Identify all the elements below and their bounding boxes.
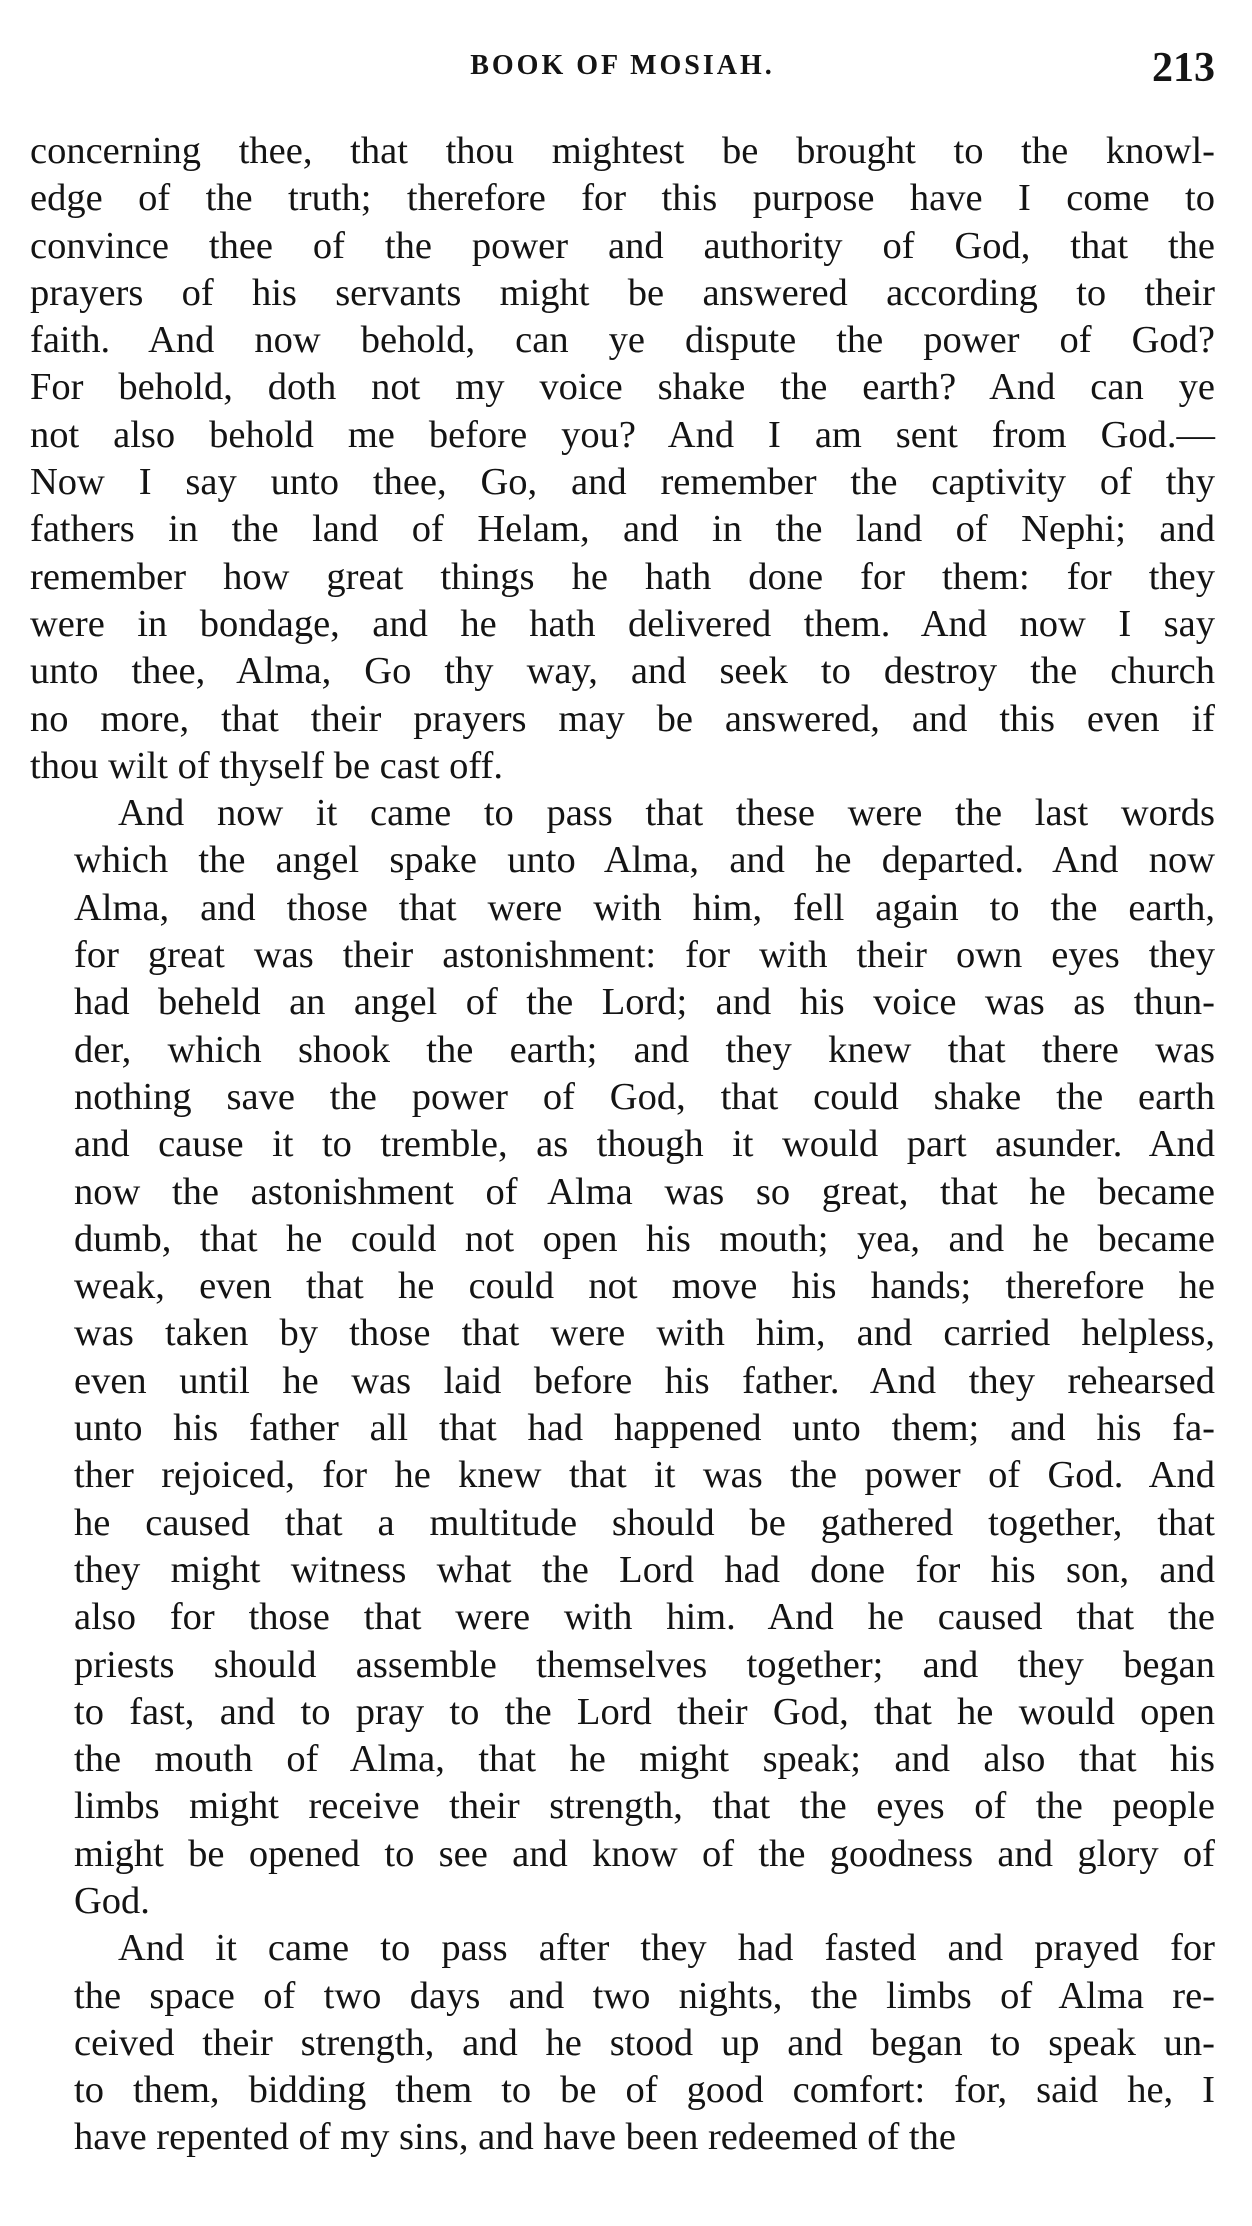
text-line: unto his father all that had happened unto them; and his fa- <box>74 1407 1215 1450</box>
page-body-text <box>30 128 1215 2162</box>
text-line: For behold, doth not my voice shake the earth? And can ye <box>30 366 1215 409</box>
text-line: no more, that their prayers may be answered, and this even if <box>30 697 1215 740</box>
text-line: and cause it to tremble, as though it would part asunder. And <box>74 1123 1215 1166</box>
text-line: for great was their astonishment: for with their own eyes they <box>74 934 1215 977</box>
text-line: prayers of his servants might be answered according to their <box>30 271 1215 314</box>
text-line: not also behold me before you? And I am sent from God.— <box>30 413 1215 456</box>
page-number: 213 <box>1152 45 1215 91</box>
text-line: edge of the truth; therefore for this purpose have I come to <box>30 177 1215 220</box>
text-line: might be opened to see and know of the goodness and glory of <box>74 1832 1215 1875</box>
text-line: now the astonishment of Alma was so great, that he became <box>74 1170 1215 1213</box>
text-line: der, which shook the earth; and they knew that there was <box>74 1028 1215 1071</box>
text-line: priests should assemble themselves together; and they began <box>74 1643 1215 1686</box>
text-line: they might witness what the Lord had done for his son, and <box>74 1548 1215 1591</box>
text-line: the mouth of Alma, that he might speak; and also that his <box>74 1738 1215 1781</box>
text-line: God. <box>74 1879 150 1922</box>
text-line: And it came to pass after they had fasted and prayed for <box>118 1927 1215 1970</box>
text-line: which the angel spake unto Alma, and he departed. And now <box>74 839 1215 882</box>
text-line: thou wilt of thyself be cast off. <box>30 744 503 787</box>
text-line: And now it came to pass that these were the last words <box>118 792 1215 835</box>
text-line: had beheld an angel of the Lord; and his voice was as thun- <box>74 981 1215 1024</box>
text-line: also for those that were with him. And he caused that the <box>74 1596 1215 1639</box>
paragraph <box>30 128 1215 790</box>
text-line: to fast, and to pray to the Lord their God, that he would open <box>74 1690 1215 1733</box>
paragraph <box>30 1925 1215 2161</box>
text-line: Alma, and those that were with him, fell again to the earth, <box>74 886 1215 929</box>
text-line: weak, even that he could not move his hands; therefore he <box>74 1265 1215 1308</box>
text-line: was taken by those that were with him, and carried helpless, <box>74 1312 1215 1355</box>
text-line: limbs might receive their strength, that the eyes of the people <box>74 1785 1215 1828</box>
text-line: dumb, that he could not open his mouth; yea, and he became <box>74 1217 1215 1260</box>
running-title: BOOK OF MOSIAH. <box>470 50 775 81</box>
text-line: unto thee, Alma, Go thy way, and seek to destroy the church <box>30 650 1215 693</box>
text-line: remember how great things he hath done for them: for they <box>30 555 1215 598</box>
text-line: ceived their strength, and he stood up and began to speak un- <box>74 2021 1215 2064</box>
text-line: to them, bidding them to be of good comfort: for, said he, I <box>74 2069 1215 2112</box>
text-line: have repented of my sins, and have been redeemed of the <box>74 2116 956 2159</box>
text-line: even until he was laid before his father. And they rehearsed <box>74 1359 1215 1402</box>
text-line: concerning thee, that thou mightest be brought to the knowl- <box>30 130 1215 172</box>
text-line: ther rejoiced, for he knew that it was the power of God. And <box>74 1454 1215 1497</box>
text-line: nothing save the power of God, that could shake the earth <box>74 1075 1215 1118</box>
running-header <box>30 44 1215 104</box>
text-line: he caused that a multitude should be gathered together, that <box>74 1501 1215 1544</box>
paragraph <box>30 790 1215 1925</box>
text-line: were in bondage, and he hath delivered them. And now I say <box>30 602 1215 645</box>
text-line: Now I say unto thee, Go, and remember the captivity of thy <box>30 461 1215 504</box>
text-line: the space of two days and two nights, the limbs of Alma re- <box>74 1974 1215 2017</box>
text-line: convince thee of the power and authority of God, that the <box>30 224 1215 267</box>
text-line: fathers in the land of Helam, and in the land of Nephi; and <box>30 508 1215 551</box>
text-line: faith. And now behold, can ye dispute the power of God? <box>30 319 1215 362</box>
